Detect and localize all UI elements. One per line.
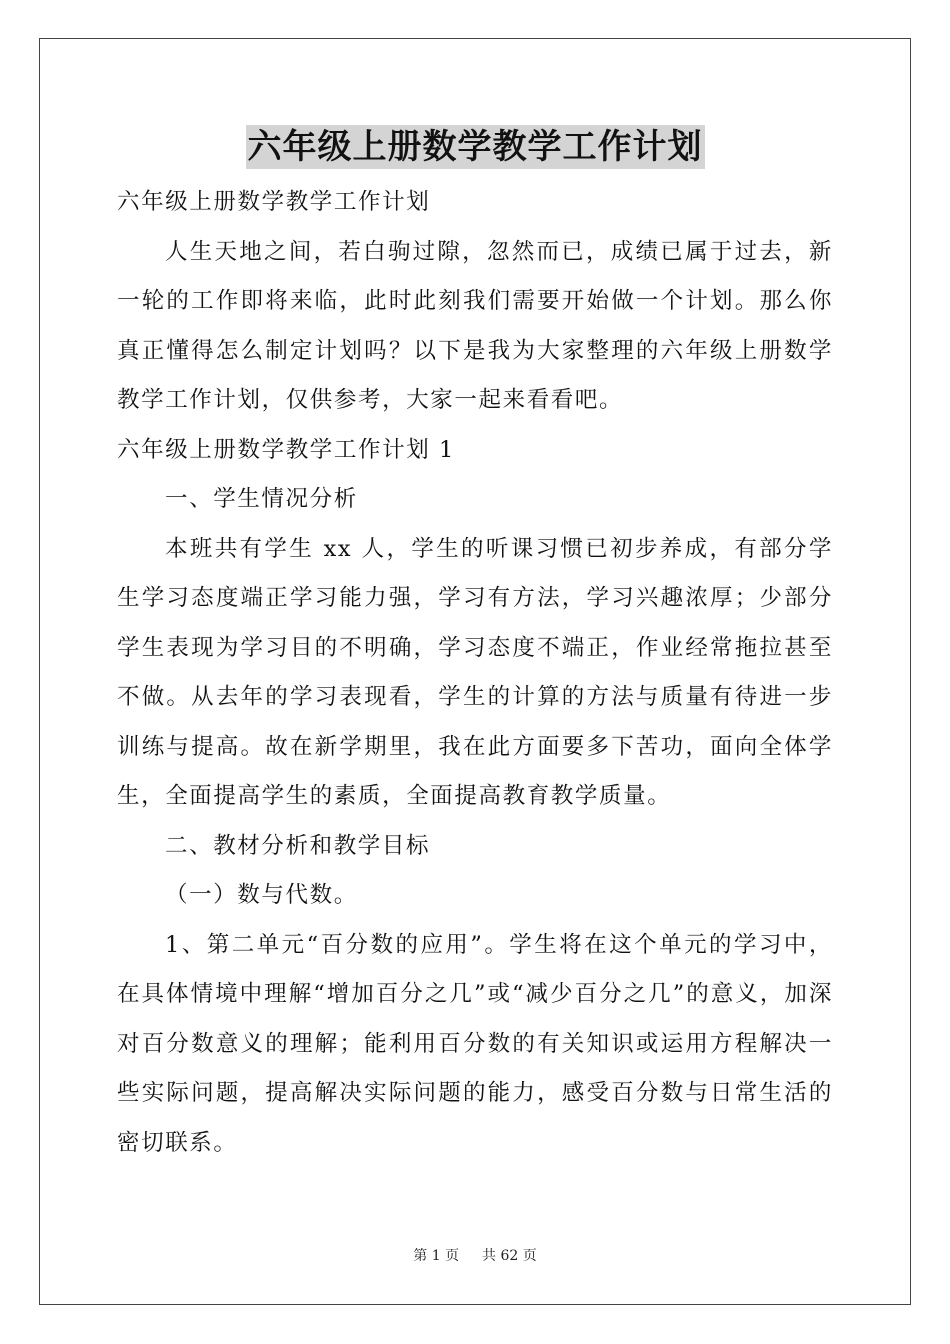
heading-student-analysis: 一、学生情况分析 — [165, 486, 358, 512]
document-title: 六年级上册数学教学工作计划 — [247, 127, 703, 167]
student-analysis-paragraph: 本班共有学生 xx 人，学生的听课习惯已初步养成，有部分学生学习态度端正学习能力强，学习有方法，学习兴趣浓厚；少部分学生表现为学习目的不明确，学习态度不端正，作业经常拖拉甚至不做。从去年的学习表现看，学生的计算的方法与质量有待进一步训练与提高。故在新学期里，我在此方面要多下苦功，面向全体学生，全面提高学生的素质，全面提高教育教学质量。 — [117, 535, 833, 809]
subtitle-paragraph: 六年级上册数学教学工作计划 — [117, 189, 431, 215]
total-pages: 共 62 页 — [482, 1248, 537, 1264]
page-number: 第 1 页 — [413, 1248, 460, 1264]
heading-textbook-analysis: 二、教材分析和教学目标 — [165, 832, 431, 859]
intro-paragraph: 人生天地之间，若白驹过隙，忽然而已，成绩已属于过去，新一轮的工作即将来临，此时此刻我们需要开始做一个计划。那么你真正懂得怎么制定计划吗？以下是我为大家整理的六年级上册数学教学工作计划，仅供参考，大家一起来看看吧。 — [117, 238, 833, 413]
title-container — [0, 125, 950, 169]
page-footer — [0, 1246, 950, 1266]
unit-two-paragraph: 1、第二单元“百分数的应用”。学生将在这个单元的学习中，在具体情境中理解“增加百分之几”或“减少百分之几”的意义，加深对百分数意义的理解；能利用百分数的有关知识或运用方程解决一些实际问题，提高解决实际问题的能力，感受百分数与日常生活的密切联系。 — [117, 931, 833, 1156]
section-heading-plan-1: 六年级上册数学教学工作计划 1 — [117, 436, 455, 463]
document-body — [117, 178, 833, 1168]
heading-numbers-algebra: （一）数与代数。 — [165, 882, 358, 908]
